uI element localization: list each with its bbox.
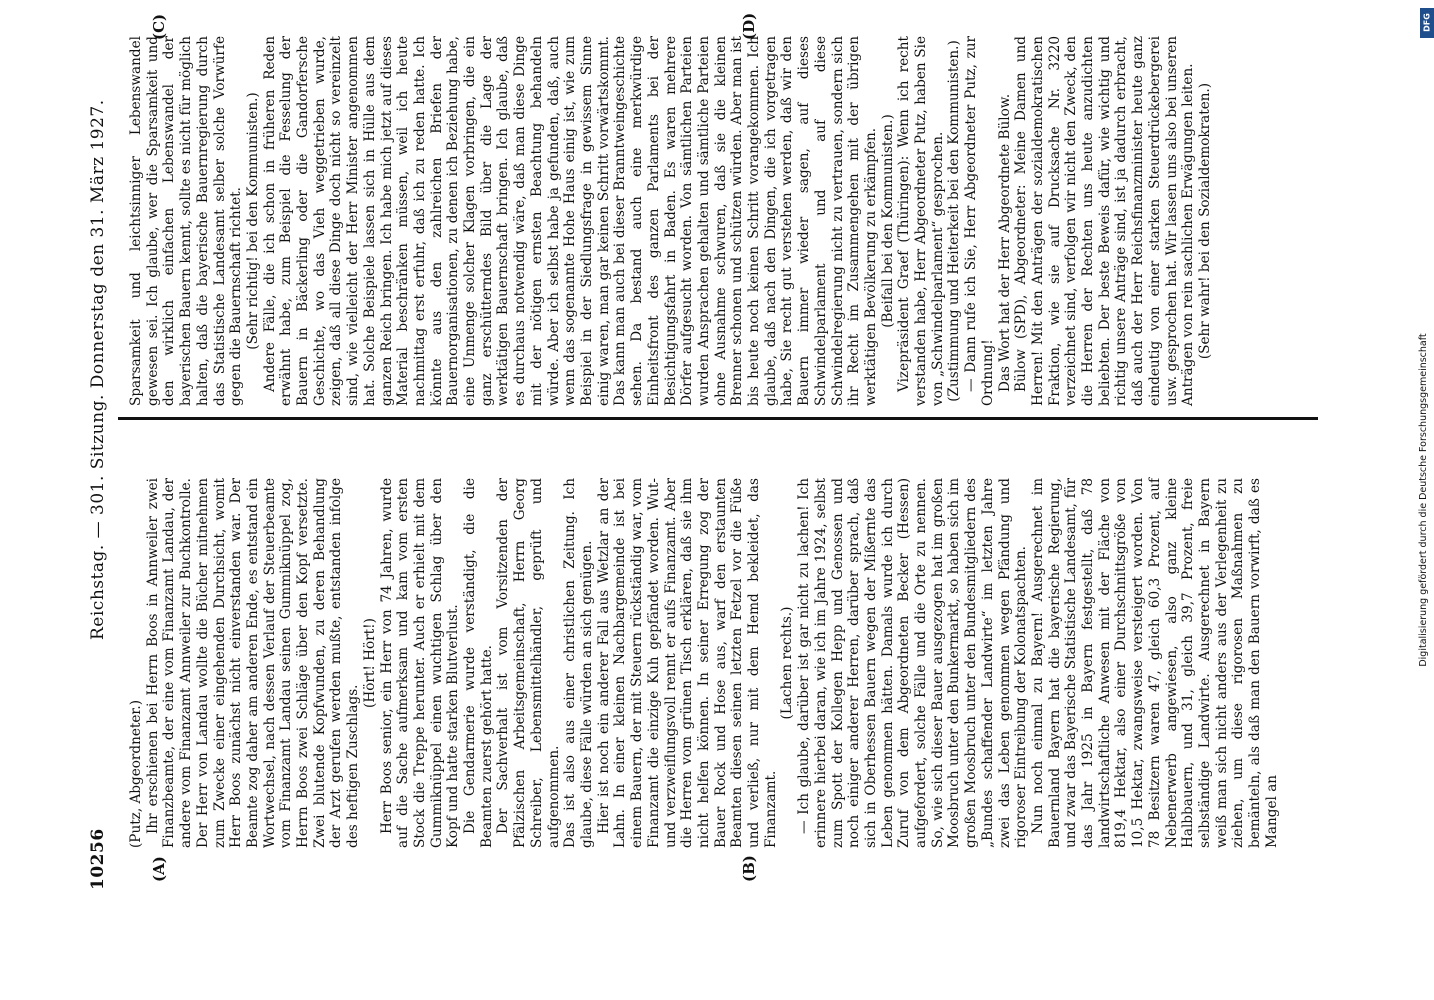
- paragraph: Sparsamkeit und leichtsinniger Lebenswandel gewesen sei. Ich glaube, wer die Sparsamkeit und den wirklich einfachen Lebenswandel der bayerischen Bauern kennt, sollte es nicht für möglich halten, daß die bayerische Bauernregierung durch das Statistische Landesamt selber solche Vorwürfe gegen die Bauernschaft richtet.: [128, 36, 245, 406]
- paragraph: (Putz, Abgeordneter.): [128, 699, 144, 848]
- page-number: 10256: [88, 828, 108, 890]
- paragraph: Der Sachverhalt ist vom Vorsitzenden der Pfälzischen Arbeitsgemeinschaft, Herrn Georg Schreiber, Lebensmittelhändler, geprüft und aufgenommen.: [495, 478, 562, 848]
- interjection: (Lachen rechts.): [779, 606, 796, 720]
- paragraph: — Ich glaube, darüber ist gar nicht zu lachen! Ich erinnere hierbei daran, wie ich im Jahre 1924, selbst zum Spott der Kollegen Hepp und Genossen und noch einiger anderer Herren, darüber sprach, daß sich in Oberhessen Bauern wegen der Mißernte das Leben genommen hätten. Damals wurde ich durch Zuruf von dem Abgeordneten Becker (Hessen) aufgefordert, solche Fälle und die Orte zu nennen. So, wie sich dieser Bauer ausgezogen hat im großen Moosbruch unter den Bunkermarkt, so haben sich im großen Moosbruch unter den Bundesmitgliedern des „Bundes schaffender Landwirte“ im letzten Jahre zwei das Leben genommen wegen Pfändung und rigoroser Eintreibung der Kolonatspachten.: [796, 478, 1030, 848]
- paragraph: Ihr erschienen bei Herrn Boos in Annweiler zwei Finanzbeamte, der eine vom Finanzamt Landau, der andere vom Finanzamt Annweiler zur Buchkontrolle. Der Herr von Landau wollte die Bücher mitnehmen zum Zwecke einer eingehenden Durchsicht, womit Herr Boos zunächst nicht einverstanden war. Der Beamte zog daher am anderen Ende, es entstand ein Wortwechsel, nach dessen Verlauf der Steuerbeamte vom Finanzamt Landau seinen Gummiknüppel zog, Herrn Boos zwei Schläge über den Kopf versetzte. Zwei blutende Kopfwunden, zu deren Behandlung der Arzt gerufen werden mußte, entstanden infolge des heftigen Zuschlags.: [144, 478, 362, 848]
- paragraph: Vizepräsident Graef (Thüringen): Wenn ich recht verstanden habe, Herr Abgeordneter Putz, haben Sie von „Schwindelparlament“ gesprochen.: [896, 36, 946, 406]
- left-column: [128, 478, 1281, 848]
- interjection: (Sehr richtig! bei den Kommunisten.): [244, 92, 261, 350]
- right-column: [128, 36, 1214, 406]
- paragraph: Die Gendarmerie wurde verständigt, die die Beamten zuerst gehört hatte.: [462, 478, 495, 848]
- dfg-logo: DFG: [1420, 8, 1434, 38]
- running-title: Reichstag. — 301. Sitzung. Donnerstag den 31. März 1927.: [88, 99, 108, 640]
- paragraph: Das Wort hat der Herr Abgeordnete Bülow.: [996, 93, 1013, 392]
- paragraph: Das ist also aus einer christlichen Zeitung. Ich glaube, diese Fälle würden an sich genügen.: [562, 478, 595, 848]
- paragraph: — Dann rufe ich Sie, Herr Abgeordneter Putz, zur Ordnung!: [963, 36, 996, 406]
- digitization-credit: [1418, 0, 1434, 1000]
- margin-mark-c: (C): [150, 13, 168, 40]
- paragraph: Hier ist noch ein anderer Fall aus Wetzlar an der Lahn. In einer kleinen Nachbargemeinde ist bei einem Bauern, der mit Steuern rückständig war, vom Finanzamt die einzige Kuh gepfändet worden. Wut- und verzweiflungsvoll rennt er aufs Finanzamt. Aber die Herren vom grünen Tisch erklären, daß sie ihm nicht helfen können. In seiner Erregung zog der Bauer Rock und Hose aus, warf den erstaunten Beamten diesen seinen letzten Fetzel vor die Füße und verließ, nur mit dem Hemd bekleidet, das Finanzamt.: [595, 478, 779, 848]
- interjection: (Beifall bei den Kommunisten.): [879, 114, 896, 328]
- running-header: [88, 40, 118, 890]
- paragraph: Herr Boos senior, ein Herr von 74 Jahren, wurde auf die Sache aufmerksam und kam vom ersten Stock die Treppe herunter. Auch er erhielt mit dem Gummiknüppel einen wuchtigen Schlag über den Kopf und hatte starken Blutverlust.: [378, 478, 462, 848]
- interjection: (Sehr wahr! bei den Sozialdemokraten.): [1197, 82, 1213, 360]
- credit-text: Digitalisierung gefördert durch die Deutsche Forschungsgemeinschaft: [1418, 333, 1429, 667]
- paragraph: Bülow (SPD), Abgeordneter: Meine Damen und Herren! Mit den Anträgen der sozialdemokratischen Fraktion, wie sie auf Drucksache Nr. 3220 verzeichnet sind, verfolgen wir nicht den Zweck, den die Herren der Rechten uns heute anzudichten beliebten. Der beste Beweis dafür, wie wichtig und richtig unsere Anträge sind, ist ja dadurch erbracht, daß auch der Herr Reichsfinanzminister heute ganz eindeutig von einer starken Steuerdrückebergerei usw. gesprochen hat. Wir lassen uns also bei unseren Anträgen von rein sachlichen Erwägungen leiten.: [1013, 36, 1197, 406]
- paragraph: Andere Fälle, die ich schon in früheren Reden erwähnt habe, zum Beispiel die Fesselung der Bauern in Bäckerling oder die Gandorfersche Geschichte, wo das Vieh weggetrieben wurde, zeigen, daß all diese Dinge doch nicht so vereinzelt sind, wie vielleicht der Herr Minister angenommen hat. Solche Beispiele lassen sich in Hülle aus dem ganzen Reich bringen. Ich habe mich jetzt auf dieses Material beschränken müssen, weil ich heute nachmittag erst erfuhr, daß ich zu reden hatte. Ich könnte aus den zahlreichen Briefen der Bauernorganisationen, zu denen ich Beziehung habe, eine Unmenge solcher Klagen vorbringen, die ein ganz erschütterndes Bild über die Lage der werktätigen Bauernschaft bringen. Ich glaube, daß es durchaus notwendig wäre, daß man diese Dinge mit der nötigen ernsten Beachtung behandeln würde. Aber ich selbst habe ja gefunden, daß, auch wenn das sogenannte Hohe Haus einig ist, wie zum Beispiel in der Siedlungsfrage in gewissem Sinne einig waren, man gar keinen Schritt vorwärtskommt. Das kann man auch bei dieser Branntweingeschichte sehen. Da bestand auch eine merkwürdige Einheitsfront des ganzen Parlaments bei der Besichtigungsfahrt in Baden. Es waren mehrere Dörfer aufgesucht worden. Von sämtlichen Parteien wurden Ansprachen gehalten und sämtliche Parteien ohne Ausnahme schwuren, daß sie die kleinen Brenner schonen und schützen würden. Aber man ist bis heute noch keinen Schritt vorangekommen. Ich glaube, daß nach den Dingen, die ich vorgetragen habe, Sie recht gut verstehen werden, daß wir den Bauern immer wieder sagen, auf dieses Schwindelparlament und auf diese Schwindelregierung nicht zu vertrauen, sondern sich ihr Recht im Zusammengehen mit der übrigen werktätigen Bevölkerung zu erkämpfen.: [261, 36, 879, 406]
- margin-mark-a: (A): [150, 856, 168, 882]
- margin-mark-b: (B): [740, 855, 758, 882]
- interjection: (Hört! Hört!): [361, 618, 378, 708]
- interjection: (Zustimmung und Heiterkeit bei den Kommunisten.): [946, 40, 963, 402]
- paragraph: Nun noch einmal zu Bayern! Ausgerechnet im Bauernland Bayern hat die bayerische Regierung, und zwar das Bayerische Statistische Landesamt, für das Jahr 1925 in Bayern festgestellt, daß 78 landwirtschaftliche Anwesen mit der Fläche von 819,4 Hektar, also einer Durchschnittsgröße von 10,5 Hektar, zwangsweise versteigert worden. Von 78 Besitzern waren 47, gleich 60,3 Prozent, auf Nebenerwerb angewiesen, also ganz kleine Halbbauern, und 31, gleich 39,7 Prozent, freie selbständige Landwirte. Ausgerechnet in Bayern weiß man sich nicht anders aus der Verlegenheit zu ziehen, um diese rigorosen Maßnahmen zu bemänteln, als daß man den Bauern vorwirft, daß es Mangel an: [1029, 478, 1280, 848]
- column-divider: [118, 417, 1318, 420]
- margin-mark-d: (D): [740, 12, 758, 40]
